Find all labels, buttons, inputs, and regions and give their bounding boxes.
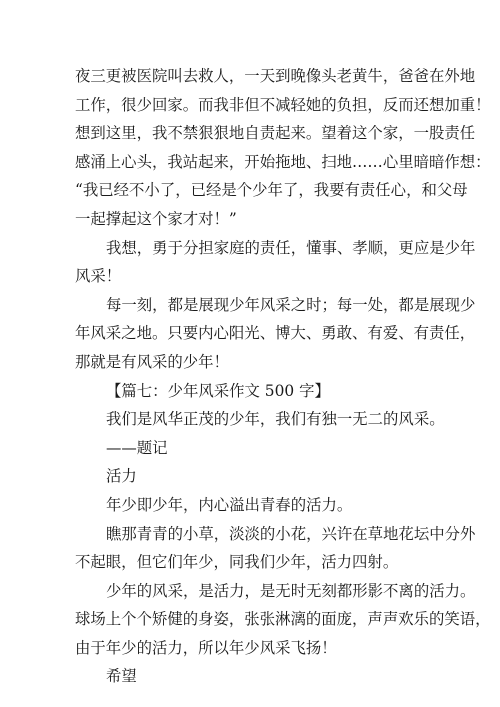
text-line: 不起眼，但它们年少，同我们少年，活力四射。	[75, 553, 399, 572]
text-line: 一起撑起这个家才对！”	[75, 209, 237, 228]
text-line: 【篇七：少年风采作文 500 字】	[106, 381, 330, 400]
text-line: 由于年少的活力，所以年少风采飞扬！	[75, 638, 337, 657]
text-line: 年少即少年，内心溢出青春的活力。	[106, 495, 353, 514]
text-line: “我已经不小了，已经是个少年了，我要有责任心，和父母	[75, 181, 468, 200]
text-line: 工作，很少回家。而我非但不减轻她的负担，反而还想加重！	[75, 95, 491, 114]
text-line: ——题记	[106, 438, 168, 457]
text-line: 少年的风采，是活力，是无时无刻都形影不离的活力。	[106, 581, 476, 600]
text-line: 感涌上心头，我站起来，开始拖地、扫地……心里暗暗作想：	[75, 152, 491, 171]
text-line: 每一刻，都是展现少年风采之时；每一处，都是展现少	[106, 295, 476, 314]
text-line: 希望	[106, 667, 137, 686]
text-line: 球场上个个矫健的身姿，张张淋漓的面庞，声声欢乐的笑语，	[75, 610, 491, 629]
text-line: 我们是风华正茂的少年，我们有独一无二的风采。	[106, 410, 445, 429]
document-body	[75, 62, 491, 691]
text-line: 瞧那青青的小草，淡淡的小花，兴许在草地花坛中分外	[106, 524, 476, 543]
text-line: 活力	[106, 467, 137, 486]
text-line: 夜三更被医院叫去救人，一天到晚像头老黄牛，爸爸在外地	[75, 67, 476, 85]
text-line: 风采！	[75, 267, 122, 286]
text-line: 那就是有风采的少年！	[75, 352, 229, 371]
text-line: 想到这里，我不禁狠狠地自责起来。望着这个家，一股责任	[75, 124, 476, 143]
text-line: 我想，勇于分担家庭的责任，懂事、孝顺，更应是少年	[106, 238, 476, 257]
text-line: 年风采之地。只要内心阳光、博大、勇敢、有爱、有责任，	[75, 324, 476, 343]
